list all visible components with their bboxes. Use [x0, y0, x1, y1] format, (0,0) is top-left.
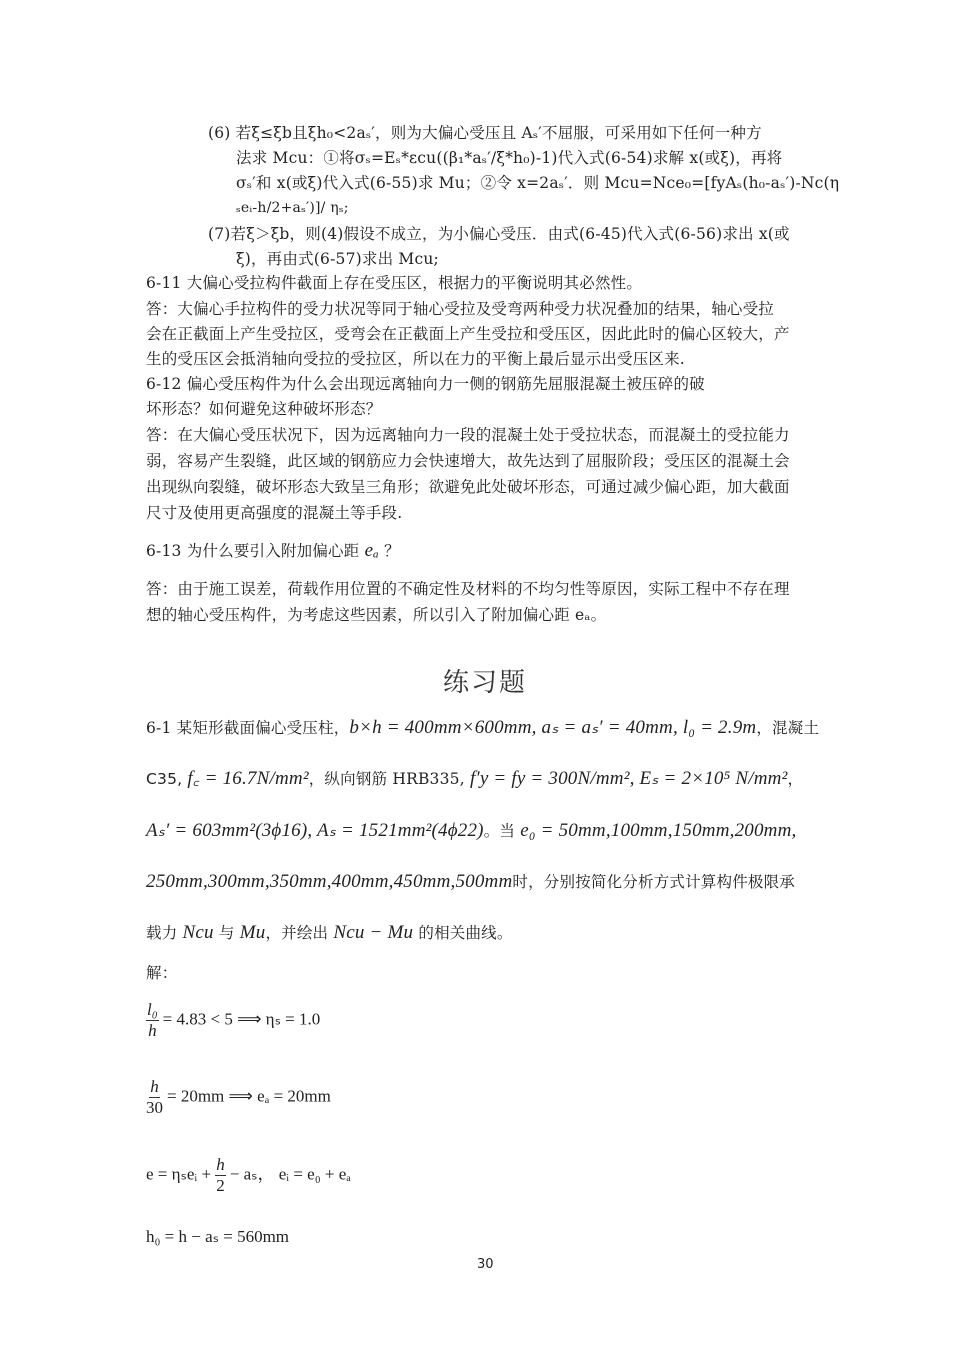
- equation-additional-eccentricity: $\frac{h}{30}$ = 20mm ⟹ eₐ = 20mm: [146, 1077, 331, 1117]
- problem-text: ，并绘出: [265, 924, 334, 942]
- item-7-line-1: (7)若ξ＞ξb，则(4)假设不成立，为小偏心受压．由式(6-45)代入式(6-56)求出 x(或: [208, 225, 790, 243]
- problem-math: b×h = 400mm×600mm, aₛ = aₛ′ = 40mm, l₀ = 2.9m: [349, 717, 757, 738]
- answer-6-12-line-4: 尺寸及使用更高强度的混凝土等手段.: [146, 504, 403, 522]
- fraction: $\frac{h}{30}$: [146, 1077, 163, 1117]
- answer-6-11-line-3: 生的受压区会抵消轴向受拉的受拉区，所以在力的平衡上最后显示出受压区来.: [146, 350, 685, 368]
- problem-math: Aₛ′ = 603mm²(3ϕ16), Aₛ = 1521mm²(4ϕ22): [146, 820, 484, 841]
- problem-line-3: [146, 820, 796, 842]
- problem-text: ，纵向钢筋 HRB335,: [308, 770, 470, 788]
- ncu-mu-relation: Ncu − Mu: [333, 922, 414, 943]
- problem-line-2: [146, 768, 803, 790]
- problem-math: 250mm,300mm,350mm,400mm,450mm,500mm: [146, 871, 513, 892]
- item-7-line-2: ξ)，再由式(6-57)求出 Mcu;: [236, 250, 439, 268]
- question-mark: ？: [384, 542, 400, 560]
- answer-6-12-line-1: 答：在大偏心受压状况下，因为远离轴向力一段的混凝土处于受拉状态，而混凝土的受拉能力: [146, 426, 790, 444]
- answer-6-12-line-2: 弱，容易产生裂缝，此区域的钢筋应力会快速增大，故先达到了屈服阶段；受压区的混凝土会: [146, 452, 790, 470]
- answer-6-12-line-3: 出现纵向裂缝，破坏形态大致呈三角形；欲避免此处破坏形态，可通过减少偏心距，加大截面: [146, 478, 790, 496]
- answer-6-13-line-2: 想的轴心受压构件，为考虑这些因素，所以引入了附加偏心距 eₐ。: [146, 606, 607, 624]
- ea-symbol: eₐ: [364, 540, 379, 561]
- answer-6-11-line-1: 答：大偏心手拉构件的受力状况等同于轴心受拉及受弯两种受力状况叠加的结果，轴心受拉: [146, 300, 775, 318]
- question-6-12-line-1: 6-12 偏心受压构件为什么会出现远离轴向力一侧的钢筋先屈服混凝土被压碎的破: [146, 375, 705, 393]
- item-6-line-3: σₛ′和 x(或ξ)代入式(6-55)求 Mu；②令 x=2aₛ′．则 Mcu=Nce₀=[fyAₛ(h₀-aₛ′)-Nc(η: [236, 174, 840, 192]
- problem-math: e₀ = 50mm,100mm,150mm,200mm,: [520, 820, 797, 841]
- answer-6-13-line-1: 答：由于施工误差，荷载作用位置的不确定性及材料的不均匀性等原因，实际工程中不存在理: [146, 580, 790, 598]
- solution-label: 解：: [146, 964, 178, 982]
- item-6-line-2: 法求 Mcu：①将σₛ=Eₛ*εcu((β₁*aₛ′/ξ*h₀)-1)代入式(6-54)求解 x(或ξ)，再将: [236, 149, 783, 167]
- question-6-12-line-2: 坏形态？如何避免这种破坏形态？: [146, 400, 382, 418]
- question-6-13: [146, 540, 400, 562]
- equation-slenderness: $\frac{\text{l₀}}{h}$ = 4.83 < 5 ⟹ ηₛ = 1.0: [147, 1000, 321, 1040]
- problem-text: 载力: [146, 924, 183, 942]
- problem-text: 6-1 某矩形截面偏心受压柱，: [146, 719, 350, 737]
- equation-effective-depth: h₀ = h − aₛ = 560mm: [146, 1227, 290, 1246]
- problem-text: C35,: [146, 770, 188, 788]
- mu-symbol: Mu: [239, 922, 266, 943]
- section-title: 练习题: [442, 668, 527, 698]
- ncu-symbol: Ncu: [182, 922, 214, 943]
- problem-math: f′y = fy = 300N/mm², Eₛ = 2×10⁵ N/mm²: [469, 768, 788, 789]
- question-6-11: 6-11 大偏心受拉构件截面上存在受压区，根据力的平衡说明其必然性。: [146, 274, 643, 292]
- fraction: $\frac{\text{l₀}}{h}$: [147, 1000, 158, 1040]
- fraction: $\frac{h}{2}$: [216, 1155, 225, 1195]
- item-6-line-4: ₛeᵢ-h/2+aₛ′)]/ ηₛ;: [236, 200, 349, 216]
- page-number: 30: [477, 1257, 494, 1272]
- problem-text: 。当: [483, 822, 521, 840]
- answer-6-11-line-2: 会在正截面上产生受拉区，受弯会在正截面上产生受拉和受压区，因此此时的偏心区较大，产: [146, 325, 790, 343]
- problem-text: 与: [213, 924, 240, 942]
- equation-eccentricity: e = ηₛeᵢ + $\frac{h}{2}$ − aₛ， eᵢ = e₀ + eₐ: [146, 1155, 351, 1195]
- problem-line-1: [146, 717, 819, 739]
- problem-math: f꜀ = 16.7N/mm²: [187, 768, 309, 789]
- item-6-line-1: (6) 若ξ≤ξb且ξh₀<2aₛ′，则为大偏心受压且 Aₛ′不屈服，可采用如下任何一种方: [208, 124, 762, 142]
- problem-text: 时，分别按简化分析方式计算构件极限承: [512, 873, 796, 891]
- problem-line-5: [146, 922, 513, 944]
- question-6-13-text: 6-13 为什么要引入附加偏心距: [146, 542, 360, 560]
- problem-text: 的相关曲线。: [413, 924, 513, 942]
- problem-text: ，: [787, 770, 804, 788]
- problem-text: ，混凝土: [756, 719, 820, 737]
- problem-line-4: [146, 871, 795, 893]
